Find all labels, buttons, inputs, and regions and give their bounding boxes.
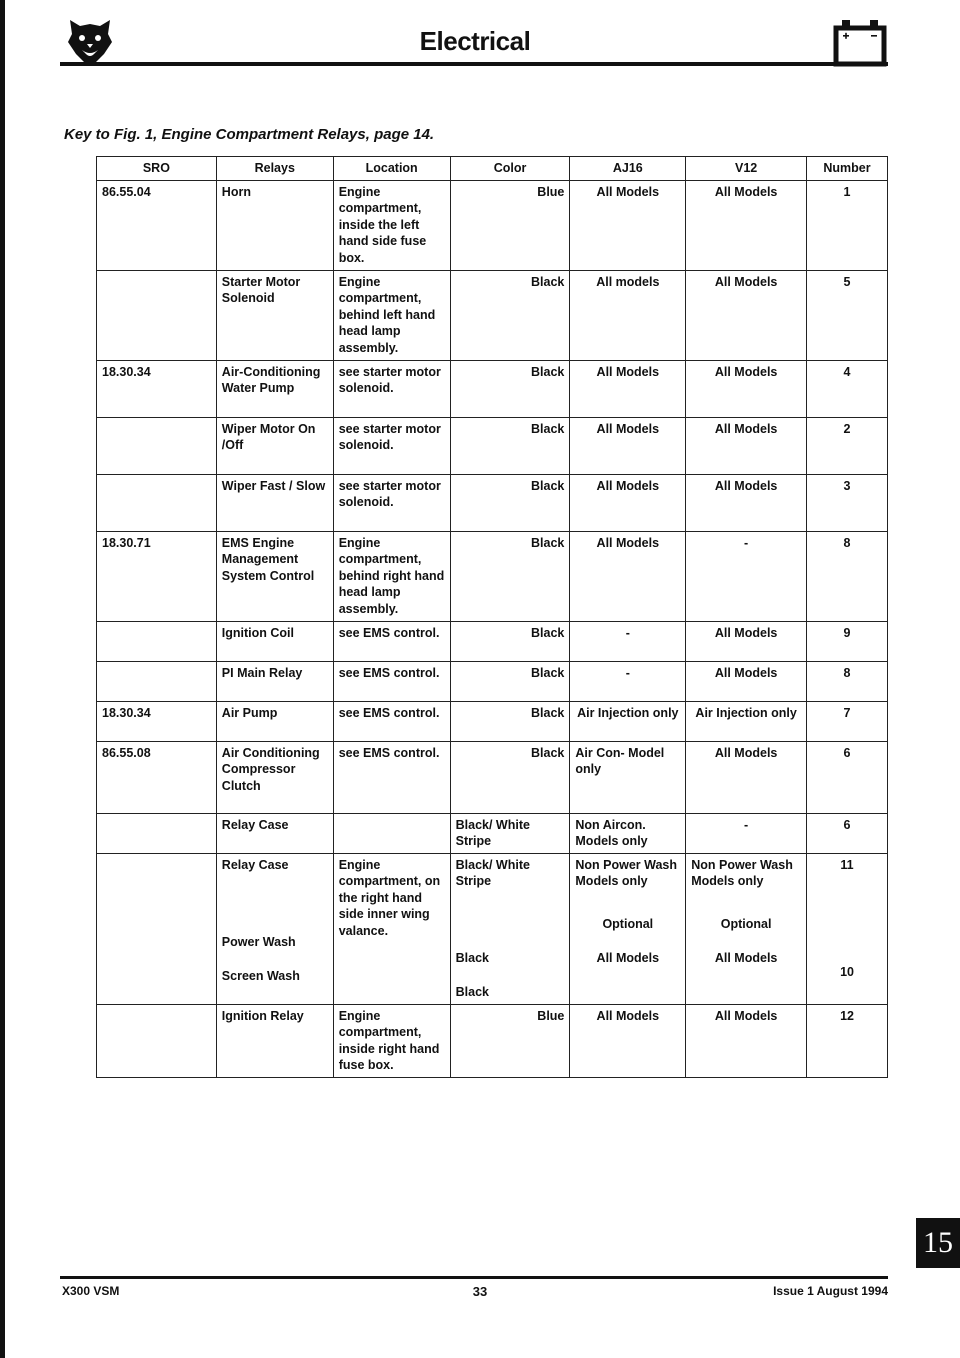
cell-aj16: - — [570, 661, 686, 701]
cell-sro — [97, 417, 217, 474]
cell-number: 7 — [807, 701, 888, 741]
cell-sro: 18.30.34 — [97, 701, 217, 741]
cell-location: see EMS control. — [333, 701, 450, 741]
cell-number: 1 — [807, 180, 888, 270]
power-wash-label: Power Wash — [221, 934, 296, 949]
power-wash-color: Black — [455, 950, 489, 965]
footer-manual-name: X300 VSM — [62, 1284, 120, 1298]
table-row — [97, 531, 888, 621]
cell-location: see starter motor solenoid. — [333, 474, 450, 531]
screen-wash-number: 10 — [840, 964, 854, 979]
cell-number: 2 — [807, 417, 888, 474]
cell-v12: All Models — [686, 741, 807, 813]
cell-number: 9 — [807, 621, 888, 661]
relay-case-number: 11 — [840, 857, 854, 872]
cell-sro — [97, 621, 217, 661]
cell-relay: Wiper Motor On /Off — [216, 417, 333, 474]
column-header-color: Color — [450, 157, 570, 181]
cell-sro: 86.55.04 — [97, 180, 217, 270]
column-header-relays: Relays — [216, 157, 333, 181]
cell-v12: All Models — [686, 661, 807, 701]
page-title: Electrical — [419, 26, 531, 56]
cell-number: 4 — [807, 360, 888, 417]
cell-aj16: - — [570, 621, 686, 661]
screen-wash-color: Black — [455, 984, 489, 999]
cell-v12: All Models — [686, 417, 807, 474]
cell-color: Black/ White Stripe — [450, 813, 570, 853]
header-rule — [60, 62, 888, 66]
page-header — [60, 14, 890, 68]
table-row — [97, 661, 888, 701]
cell-location — [333, 813, 450, 853]
cell-aj16 — [570, 853, 686, 1004]
table-row — [97, 474, 888, 531]
cell-number: 3 — [807, 474, 888, 531]
cell-aj16: All Models — [570, 360, 686, 417]
cell-number: 8 — [807, 531, 888, 621]
screen-wash-aj16: All Models — [596, 950, 660, 965]
cell-v12: - — [686, 813, 807, 853]
cell-sro — [97, 270, 217, 360]
cell-sro — [97, 853, 217, 1004]
cell-number: 6 — [807, 813, 888, 853]
cell-relay: PI Main Relay — [216, 661, 333, 701]
cell-color — [450, 853, 570, 1004]
table-row — [97, 270, 888, 360]
screen-wash-v12: All Models — [714, 950, 778, 965]
cell-sro — [97, 813, 217, 853]
section-tab: 15 — [916, 1218, 960, 1268]
table-row — [97, 741, 888, 813]
cell-relay: Air-Conditioning Water Pump — [216, 360, 333, 417]
cell-aj16: All Models — [570, 474, 686, 531]
cell-v12: All Models — [686, 180, 807, 270]
cell-relay: Starter Motor Solenoid — [216, 270, 333, 360]
cell-v12 — [686, 853, 807, 1004]
cell-relay: Wiper Fast / Slow — [216, 474, 333, 531]
footer-rule — [60, 1276, 888, 1279]
cell-color: Black — [450, 701, 570, 741]
table-caption: Key to Fig. 1, Engine Compartment Relays, page 14. — [64, 126, 435, 143]
relay-table — [96, 156, 888, 1078]
cell-sro — [97, 661, 217, 701]
cell-aj16: All Models — [570, 417, 686, 474]
cell-v12: All Models — [686, 270, 807, 360]
cell-sro: 86.55.08 — [97, 741, 217, 813]
page-edge-bar — [0, 0, 5, 1358]
cell-color: Black — [450, 360, 570, 417]
cell-location: Engine compartment, on the right hand side inner wing valance. — [333, 853, 450, 1004]
cell-location: Engine compartment, inside the left hand side fuse box. — [333, 180, 450, 270]
cell-v12: All Models — [686, 360, 807, 417]
cell-v12: All Models — [686, 621, 807, 661]
cell-relay: Air Pump — [216, 701, 333, 741]
cell-sro — [97, 474, 217, 531]
cell-aj16: Air Injection only — [570, 701, 686, 741]
cell-location: see EMS control. — [333, 741, 450, 813]
table-row — [97, 701, 888, 741]
cell-aj16: Non Aircon. Models only — [570, 813, 686, 853]
cell-aj16: All models — [570, 270, 686, 360]
cell-location: Engine compartment, inside right hand fuse box. — [333, 1004, 450, 1077]
table-row — [97, 853, 888, 1004]
cell-v12: - — [686, 531, 807, 621]
cell-location: Engine compartment, behind left hand head lamp assembly. — [333, 270, 450, 360]
table-row — [97, 417, 888, 474]
cell-sro: 18.30.34 — [97, 360, 217, 417]
cell-aj16: All Models — [570, 1004, 686, 1077]
cell-sro — [97, 1004, 217, 1077]
column-header-v12: V12 — [686, 157, 807, 181]
column-header-aj16: AJ16 — [570, 157, 686, 181]
cell-relay: Air Conditioning Compressor Clutch — [216, 741, 333, 813]
cell-aj16: All Models — [570, 180, 686, 270]
cell-number: 5 — [807, 270, 888, 360]
relay-case-aj16: Non Power Wash Models only — [575, 857, 678, 888]
column-header-sro: SRO — [97, 157, 217, 181]
footer-issue: Issue 1 August 1994 — [773, 1284, 888, 1298]
cell-relay: Relay Case — [216, 813, 333, 853]
cell-color: Black — [450, 741, 570, 813]
cell-relay: Ignition Relay — [216, 1004, 333, 1077]
page-number: 33 — [472, 1284, 488, 1299]
cell-number: 8 — [807, 661, 888, 701]
cell-location: see EMS control. — [333, 661, 450, 701]
column-header-number: Number — [807, 157, 888, 181]
cell-location: Engine compartment, behind right hand head lamp assembly. — [333, 531, 450, 621]
relay-case-color: Black/ White Stripe — [455, 857, 530, 888]
cell-relay — [216, 853, 333, 1004]
cell-location: see EMS control. — [333, 621, 450, 661]
cell-v12: All Models — [686, 1004, 807, 1077]
relay-case-v12: Non Power Wash Models only — [691, 857, 793, 888]
cell-aj16: All Models — [570, 531, 686, 621]
power-wash-aj16: Optional — [602, 916, 654, 931]
screen-wash-label: Screen Wash — [221, 968, 300, 983]
cell-color: Black — [450, 661, 570, 701]
cell-location: see starter motor solenoid. — [333, 360, 450, 417]
cell-v12: Air Injection only — [686, 701, 807, 741]
cell-color: Black — [450, 474, 570, 531]
cell-color: Black — [450, 531, 570, 621]
column-header-location: Location — [333, 157, 450, 181]
cell-aj16: Air Con- Model only — [570, 741, 686, 813]
cell-number: 12 — [807, 1004, 888, 1077]
cell-number: 6 — [807, 741, 888, 813]
cell-color: Black — [450, 621, 570, 661]
table-row — [97, 1004, 888, 1077]
table-header-row — [97, 157, 888, 181]
cell-relay: Ignition Coil — [216, 621, 333, 661]
cell-relay: EMS Engine Management System Control — [216, 531, 333, 621]
cell-sro: 18.30.71 — [97, 531, 217, 621]
battery-icon — [830, 14, 890, 68]
relay-case-label: Relay Case — [221, 857, 289, 872]
table-row — [97, 360, 888, 417]
cell-number — [807, 853, 888, 1004]
cell-v12: All Models — [686, 474, 807, 531]
power-wash-v12: Optional — [720, 916, 772, 931]
cell-location: see starter motor solenoid. — [333, 417, 450, 474]
table-row — [97, 813, 888, 853]
cell-color: Blue — [450, 180, 570, 270]
cell-color: Black — [450, 417, 570, 474]
cell-color: Blue — [450, 1004, 570, 1077]
cell-color: Black — [450, 270, 570, 360]
cell-relay: Horn — [216, 180, 333, 270]
table-row — [97, 621, 888, 661]
table-row — [97, 180, 888, 270]
